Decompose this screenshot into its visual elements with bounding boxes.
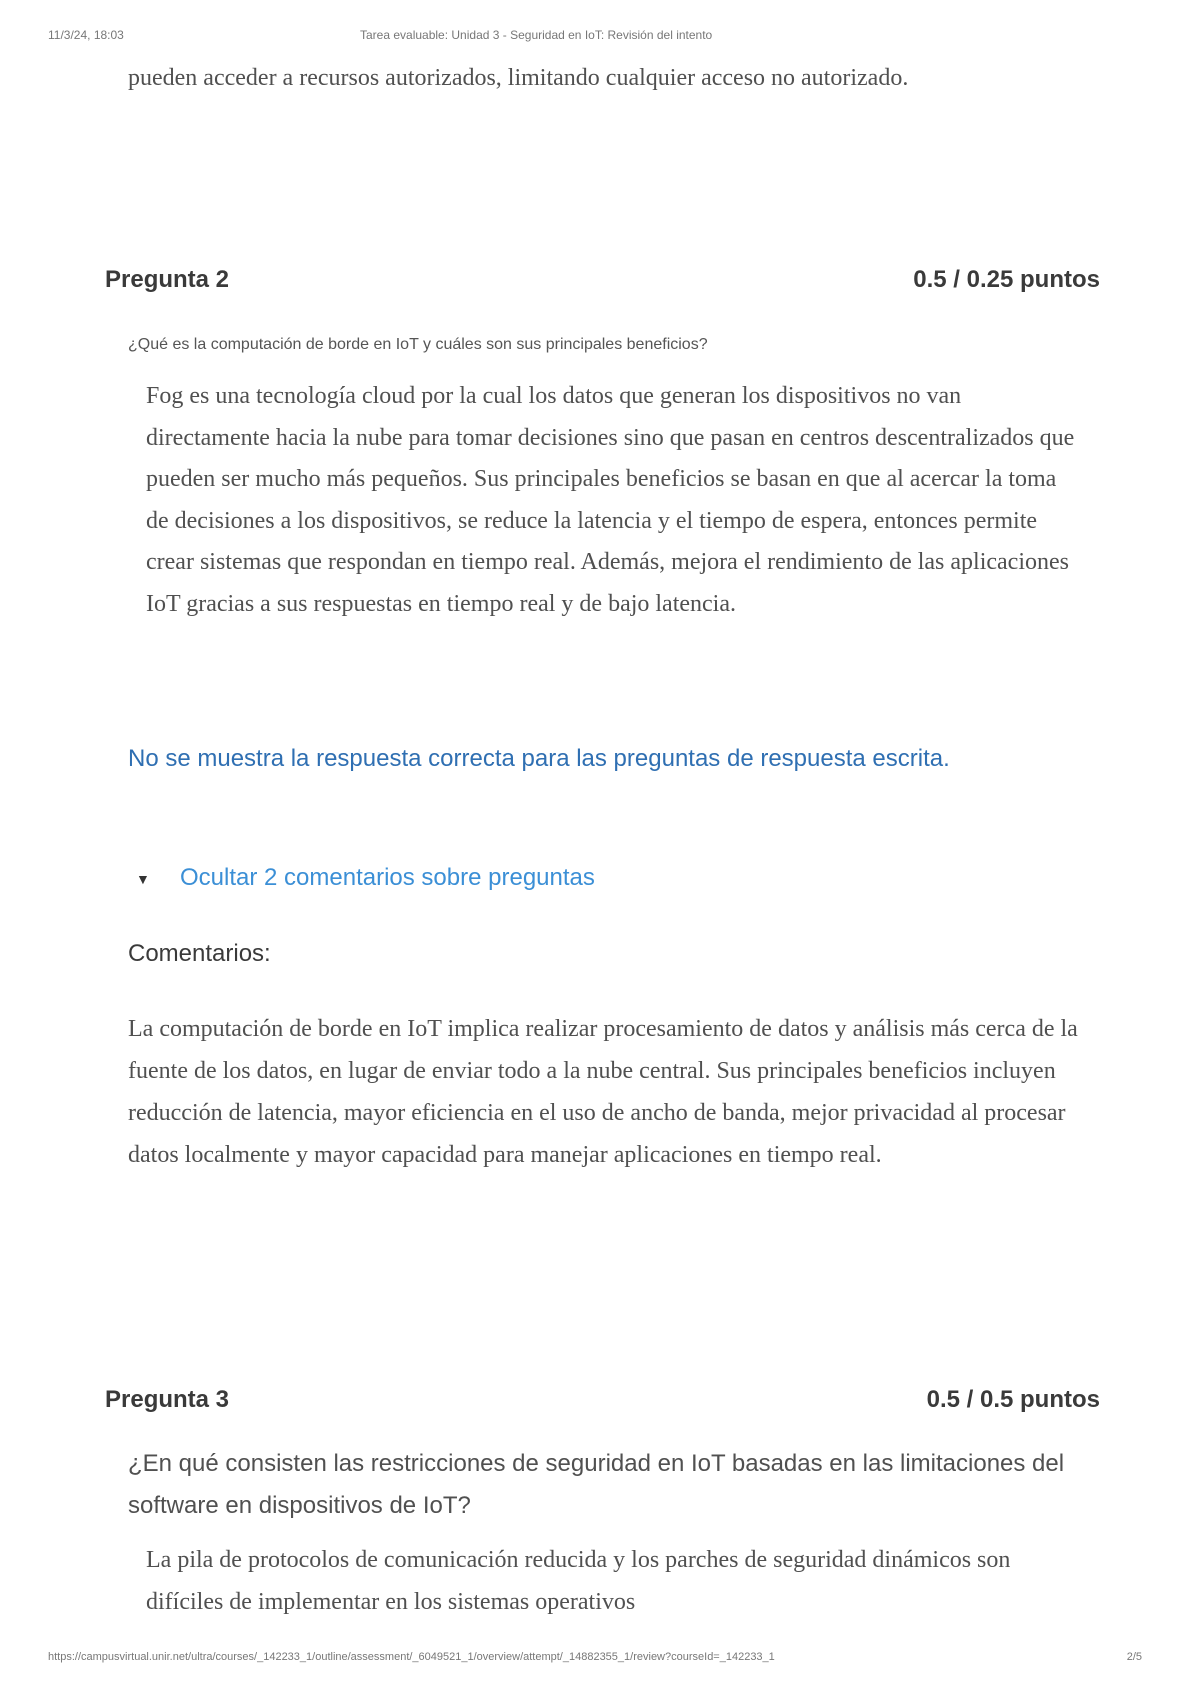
question-2-score: 0.5 / 0.25 puntos: [913, 266, 1100, 293]
question-3-label: Pregunta 3: [105, 1386, 230, 1413]
print-url: https://campusvirtual.unir.net/ultra/courses/_142233_1/outline/assessment/_6049521_1/overview/attempt/_14882355_1/review?courseId=_142233_1: [48, 1651, 775, 1663]
previous-answer-continuation: pueden acceder a recursos autorizados, limitando cualquier acceso no autorizado.: [128, 65, 909, 91]
question-2-label: Pregunta 2: [105, 266, 230, 293]
page-number: 2/5: [1126, 1651, 1142, 1663]
question-3-header: [105, 1386, 1100, 1418]
question-2-answer: Fog es una tecnología cloud por la cual los datos que generan los dispositivos no van directamente hacia la nube para tomar decisiones sino que pasan en centros descentralizados que pueden ser mucho más pequeños. Sus principales beneficios se basan en que al acercar la toma de decisiones a los dispositivos, se reduce la latencia y el tiempo de espera, entonces permite crear sistemas que respondan en tiempo real. Además, mejora el rendimiento de las aplicaciones IoT gracias a sus respuestas en tiempo real y de bajo latencia.: [146, 383, 1075, 617]
question-2-prompt: ¿Qué es la computación de borde en IoT y cuáles son sus principales beneficios?: [128, 336, 708, 353]
print-date: 11/3/24, 18:03: [48, 28, 124, 42]
print-page-title: Tarea evaluable: Unidad 3 - Seguridad en IoT: Revisión del intento: [360, 28, 713, 42]
question-3-prompt: ¿En qué consisten las restricciones de seguridad en IoT basadas en las limitaciones del software en dispositivos de IoT?: [128, 1450, 1065, 1519]
hide-comments-toggle[interactable]: [136, 864, 836, 896]
question-3-score: 0.5 / 0.5 puntos: [926, 1386, 1100, 1413]
no-correct-answer-note: No se muestra la respuesta correcta para las preguntas de respuesta escrita.: [128, 745, 950, 772]
question-2-header: [105, 266, 1100, 298]
question-3-answer: La pila de protocolos de comunicación reducida y los parches de seguridad dinámicos son difíciles de implementar en los sistemas operativos: [146, 1547, 1011, 1615]
comments-label: Comentarios:: [128, 940, 271, 967]
hide-comments-label[interactable]: Ocultar 2 comentarios sobre preguntas: [180, 864, 595, 891]
question-2-comment: La computación de borde en IoT implica realizar procesamiento de datos y análisis más cerca de la fuente de los datos, en lugar de enviar todo a la nube central. Sus principales beneficios incluyen reducción de latencia, mayor eficiencia en el uso de ancho de banda, mejor privacidad al procesar datos localmente y mayor capacidad para manejar aplicaciones en tiempo real.: [128, 1016, 1078, 1168]
caret-down-icon: ▼: [136, 870, 150, 887]
